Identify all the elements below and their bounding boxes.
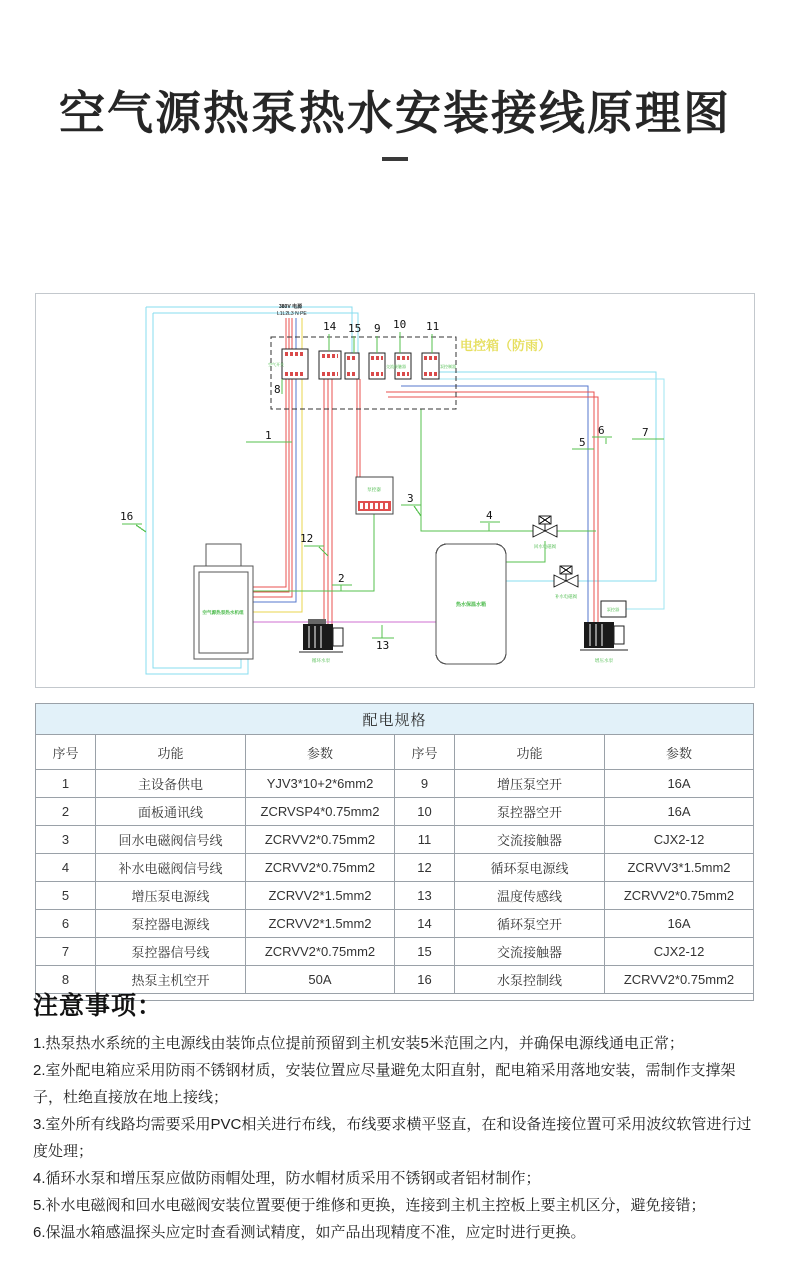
table-row	[36, 938, 754, 966]
spec-cell: 水泵控制线	[455, 966, 605, 994]
callout-14: 14	[323, 320, 337, 333]
spec-cell: 温度传感线	[455, 882, 605, 910]
wire-right-exits	[386, 372, 664, 622]
power-label-2: L1L2L3 N PE	[277, 311, 307, 317]
spec-cell: 8	[36, 966, 96, 994]
spec-cell: ZCRVV3*1.5mm2	[605, 854, 754, 882]
spec-cell: 16	[395, 966, 455, 994]
spec-cell: 16A	[605, 798, 754, 826]
header-cell: 序号	[36, 735, 96, 770]
spec-cell: ZCRVV2*0.75mm2	[246, 826, 395, 854]
notes-title: 注意事项：	[33, 992, 164, 1020]
spec-cell: 增压泵空开	[455, 770, 605, 798]
callout-7: 7	[642, 426, 649, 439]
table-row	[36, 854, 754, 882]
callout-1: 1	[265, 429, 272, 442]
spec-cell: 16A	[605, 770, 754, 798]
booster-pump-label: 增压水泵	[594, 658, 614, 663]
spec-cell: 补水电磁阀信号线	[96, 854, 246, 882]
breaker-label: 空气开关	[268, 362, 284, 367]
spec-cell: 2	[36, 798, 96, 826]
spec-cell: 主设备供电	[96, 770, 246, 798]
callout-15: 15	[348, 322, 362, 335]
pump-controller-box	[356, 477, 393, 514]
spec-cell: 1	[36, 770, 96, 798]
spec-cell: 16A	[605, 910, 754, 938]
title-underline	[382, 157, 408, 161]
table-title-row	[36, 704, 754, 735]
spec-cell: ZCRVSP4*0.75mm2	[246, 798, 395, 826]
contactor-label: 交流接触器	[386, 364, 406, 369]
spec-cell: 10	[395, 798, 455, 826]
wire-green-signals	[253, 409, 596, 591]
spec-cell: 50A	[246, 966, 395, 994]
spec-cell: 12	[395, 854, 455, 882]
fill-valve-icon	[554, 566, 578, 587]
page-title: 空气源热泵热水安装接线原理图	[59, 88, 731, 139]
table-row	[36, 910, 754, 938]
power-spec-table	[35, 703, 754, 1001]
header-cell: 序号	[395, 735, 455, 770]
note-item-2: 2.室外配电箱应采用防雨不锈钢材质，安装位置应尽量避免太阳直射，配电箱采用落地安装，需制作支撑架子，杜绝直接放在地上接线；	[33, 1062, 736, 1106]
spec-cell: 3	[36, 826, 96, 854]
spec-cell: ZCRVV2*1.5mm2	[246, 882, 395, 910]
note-item-6: 6.保温水箱感温探头应定时查看测试精度，如产品出现精度不准，应定时进行更换。	[33, 1224, 586, 1241]
callout-9: 9	[374, 322, 381, 335]
booster-pump-icon	[580, 601, 628, 650]
spec-cell: 4	[36, 854, 96, 882]
table-row	[36, 770, 754, 798]
spec-cell: ZCRVV2*0.75mm2	[246, 854, 395, 882]
spec-cell: 热泵主机空开	[96, 966, 246, 994]
table-row	[36, 826, 754, 854]
spec-cell: 泵控器空开	[455, 798, 605, 826]
pump-controller-label: 泵控制器	[440, 364, 456, 369]
spec-cell: CJX2-12	[605, 826, 754, 854]
water-tank-label: 热水保温水箱	[455, 602, 487, 608]
spec-cell: CJX2-12	[605, 938, 754, 966]
note-item-5: 5.补水电磁阀和回水电磁阀安装位置要便于维修和更换，连接到主机主控板上要主机区分，避免接错；	[33, 1197, 706, 1214]
header-cell: 功能	[455, 735, 605, 770]
spec-cell: ZCRVV2*0.75mm2	[605, 882, 754, 910]
callout-13: 13	[376, 639, 390, 652]
note-item-3: 3.室外所有线路均需要采用PVC相关进行布线，布线要求横平竖直，在和设备连接位置可采用波纹软管进行过度处理；	[33, 1116, 752, 1160]
breaker-components	[282, 349, 439, 379]
spec-cell: 14	[395, 910, 455, 938]
callout-6: 6	[598, 424, 605, 437]
header-cell: 功能	[96, 735, 246, 770]
spec-cell: 泵控器信号线	[96, 938, 246, 966]
spec-cell: 增压泵电源线	[96, 882, 246, 910]
callout-3: 3	[407, 492, 414, 505]
spec-cell: 交流接触器	[455, 938, 605, 966]
callout-5: 5	[579, 436, 586, 449]
table-row	[36, 882, 754, 910]
booster-ctrl-label: 泵控器	[606, 607, 620, 612]
return-valve-label: 回水电磁阀	[534, 544, 556, 549]
spec-cell: 交流接触器	[455, 826, 605, 854]
table-title: 配电规格	[36, 704, 754, 735]
spec-cell: 11	[395, 826, 455, 854]
header-cell: 参数	[605, 735, 754, 770]
spec-cell: 泵控器电源线	[96, 910, 246, 938]
callout-16: 16	[120, 510, 134, 523]
heat-pump-unit	[194, 544, 253, 659]
wiring-diagram-panel	[35, 293, 755, 688]
spec-cell: 13	[395, 882, 455, 910]
spec-cell: 回水电磁阀信号线	[96, 826, 246, 854]
controller-label: 泵控器	[367, 487, 381, 492]
callout-12: 12	[300, 532, 314, 545]
power-label-1: 380V 电源	[279, 304, 303, 310]
spec-cell: 15	[395, 938, 455, 966]
heat-pump-unit-label: 空气源热泵热水机组	[202, 610, 244, 615]
circulation-pump-icon	[299, 619, 343, 652]
callout-2: 2	[338, 572, 345, 585]
note-item-4: 4.循环水泵和增压泵应做防雨帽处理，防水帽材质采用不锈钢或者铝材制作；	[33, 1170, 541, 1187]
spec-cell: 5	[36, 882, 96, 910]
circulation-pump-label: 循环水泵	[311, 658, 331, 663]
callout-11: 11	[426, 320, 440, 333]
control-box-label: 电控箱（防雨）	[460, 338, 552, 353]
callout-4: 4	[486, 509, 493, 522]
header-cell: 参数	[246, 735, 395, 770]
spec-cell: 6	[36, 910, 96, 938]
callout-8: 8	[274, 383, 281, 396]
notes-section	[33, 986, 759, 1246]
spec-cell: 面板通讯线	[96, 798, 246, 826]
spec-cell: 9	[395, 770, 455, 798]
spec-cell: YJV3*10+2*6mm2	[246, 770, 395, 798]
spec-cell: 循环泵空开	[455, 910, 605, 938]
table-row	[36, 798, 754, 826]
table-header-row	[36, 735, 754, 770]
return-valve-icon	[533, 516, 557, 537]
wire-red-feeds	[324, 379, 360, 639]
spec-cell: ZCRVV2*1.5mm2	[246, 910, 395, 938]
callout-10: 10	[393, 318, 407, 331]
wiring-diagram	[36, 294, 754, 687]
note-item-1: 1.热泵热水系统的主电源线由装饰点位提前预留到主机安装5米范围之内，并确保电源线通电正常；	[33, 1035, 684, 1052]
fill-valve-label: 补水电磁阀	[555, 594, 577, 599]
spec-cell: 循环泵电源线	[455, 854, 605, 882]
spec-cell: ZCRVV2*0.75mm2	[605, 966, 754, 994]
spec-cell: ZCRVV2*0.75mm2	[246, 938, 395, 966]
spec-cell: 7	[36, 938, 96, 966]
